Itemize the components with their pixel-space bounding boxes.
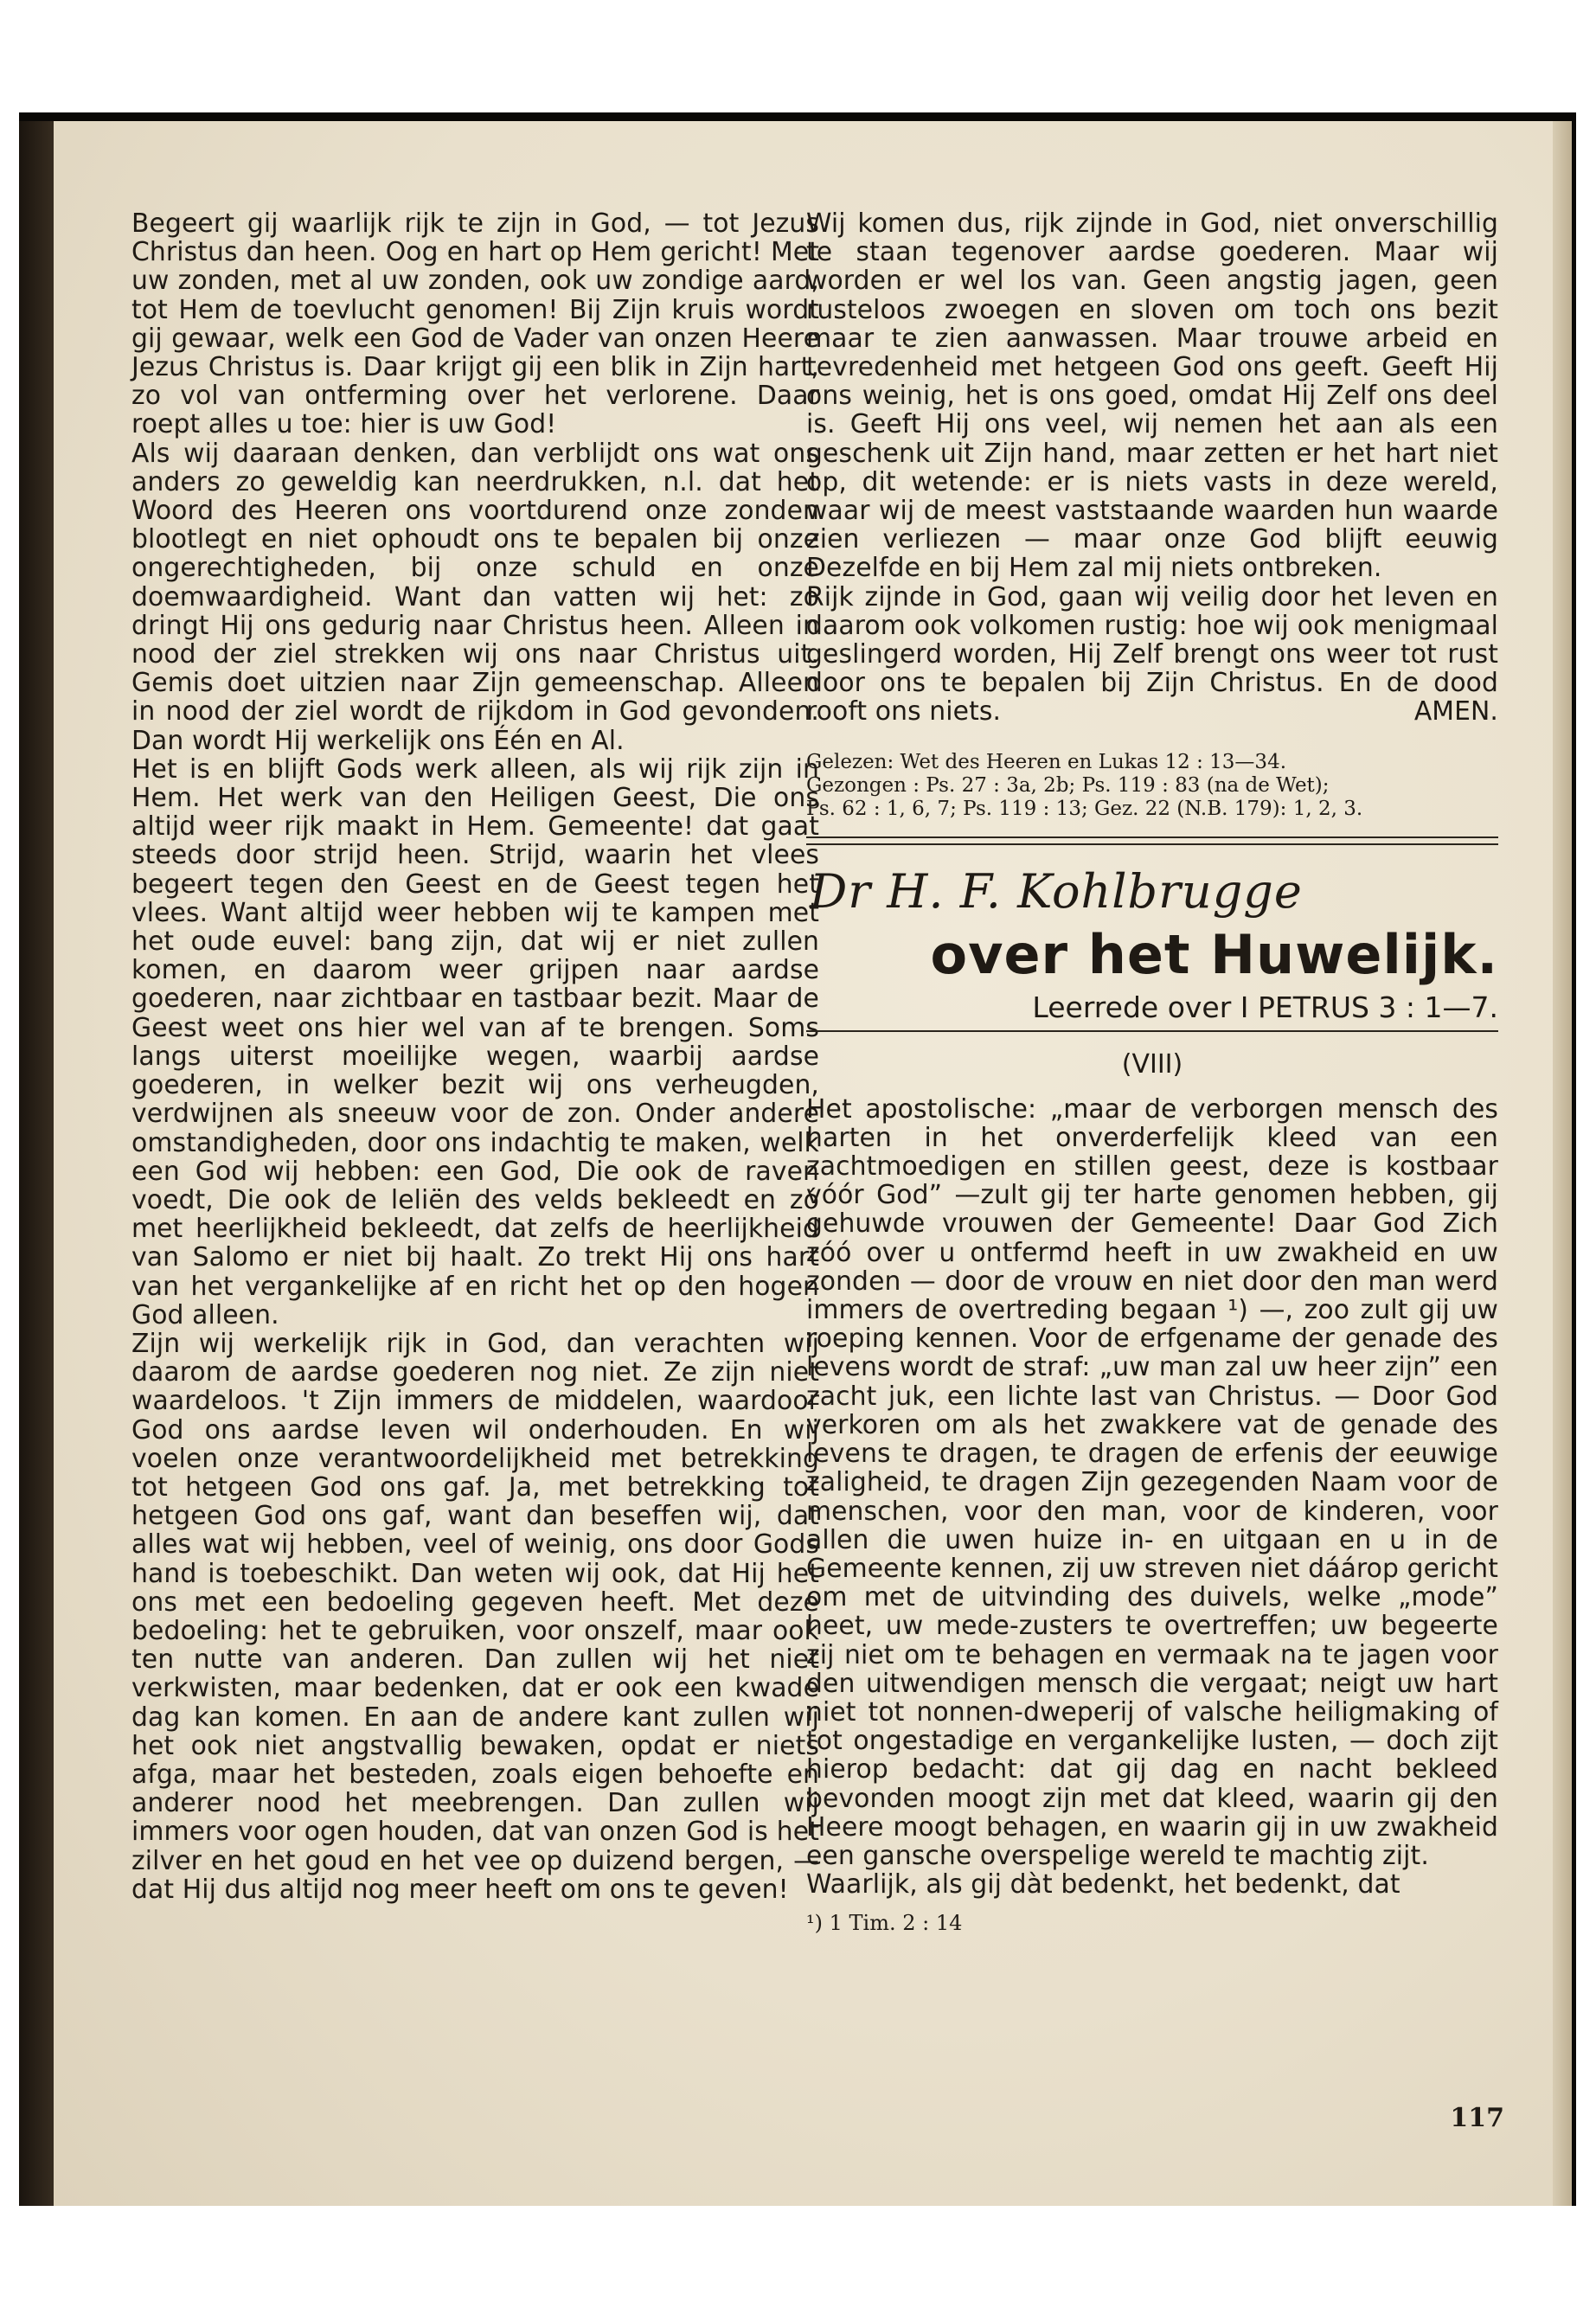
readings-block xyxy=(806,751,1498,821)
section-divider xyxy=(806,836,1498,845)
article-paragraph-2: Waarlijk, als gij dàt bedenkt, het bedenkt, dat xyxy=(806,1869,1401,1900)
right-column xyxy=(806,209,1498,1935)
page-edge xyxy=(1553,121,1572,2206)
left-paragraph-2: Als wij daaraan denken, dan verblijdt ons wat ons anders zo geweldig kan neerdrukken, n.l. dat het Woord des Heeren ons voortdurend onze zonden blootlegt en niet ophoudt ons te bepalen bij onze ongerechtigheden, bij onze schuld en onze doemwaardigheid. Want dan vatten wij het: zo dringt Hij ons gedurig naar Christus heen. Alleen in nood der ziel strekken wij ons naar Christus uit. Gemis doet uitzien naar Zijn gemeenschap. Alleen in nood der ziel wordt de rijkdom in God gevonden. Dan wordt Hij werkelijk ons Één en Al. xyxy=(131,438,819,756)
left-paragraph-4: Zijn wij werkelijk rijk in God, dan verachten wij daarom de aardse goederen nog niet. Ze zijn niet waardeloos. 't Zijn immers de middelen, waardoor God ons aardse leven wil onderhouden. En wij voelen onze verantwoordelijkheid met betrekking tot hetgeen God ons gaf. Ja, met betrekking tot hetgeen God ons gaf, want dan beseffen wij, dat alles wat wij hebben, veel of weinig, ons door Gods hand is toebeschikt. Dan weten wij ook, dat Hij het ons met een bedoeling gegeven heeft. Met deze bedoeling: het te gebruiken, voor onszelf, maar ook ten nutte van anderen. Dan zullen wij het niet verkwisten, maar bedenken, dat er ook een kwade dag kan komen. En aan de andere kant zullen wij het ook niet angstvallig bewaken, opdat er niets afga, maar het besteden, zoals eigen behoefte en anderer nood het meebrengen. Dan zullen wij immers voor ogen houden, dat van onzen God is het zilver en het goud en het vee op duizend bergen, — dat Hij dus altijd nog meer heeft om ons te geven! xyxy=(131,1328,819,1905)
right-paragraph-1: Wij komen dus, rijk zijnde in God, niet onverschillig te staan tegenover aardse goederen. Maar wij worden er wel los van. Geen angstig jagen, geen rusteloos zwoegen en sloven om toch ons bezit maar te zien aanwassen. Maar trouwe arbeid en tevredenheid met hetgeen God ons geeft. Geeft Hij ons weinig, het is ons goed, omdat Hij Zelf ons deel is. Geeft Hij ons veel, wij nemen het aan als een geschenk uit Zijn hand, maar zetten er het hart niet op, dit wetende: er is niets vasts in deze wereld, waar wij de meest vaststaande waarden hun waarde zien verliezen — maar onze God blijft eeuwig Dezelfde en bij Hem zal mij niets ontbreken. xyxy=(806,208,1498,584)
page xyxy=(54,121,1572,2206)
book-spine xyxy=(19,121,58,2206)
right-paragraph-2 xyxy=(806,583,1498,727)
amen-signoff: AMEN. xyxy=(1413,696,1498,727)
article-paragraph-1: Het apostolische: „maar de verborgen mensch des harten in het onverderfelijk kleed van een zachtmoedigen en stillen geest, deze is kostbaar vóór God” —zult gij ter harte genomen hebben, gij gehuwde vrouwen der Gemeente! Daar God Zich zóó over u ontfermd heeft in uw zwakheid en uw zonden — door de vrouw en niet door den man werd immers de overtreding begaan ¹) —, zoo zult gij uw roeping kennen. Voor de erfgename der genade des levens wordt de straf: „uw man zal uw heer zijn” een zacht juk, een lichte last van Christus. — Door God verkoren om als het zwakkere vat de genade des levens te dragen, te dragen de erfenis der eeuwige zaligheid, te dragen Zijn gezegenden Naam voor de menschen, voor den man, voor de kinderen, voor allen die uwen huize in- en uitgaan en u in de Gemeente kennen, zij uw streven niet dáárop gericht om met de uitvinding des duivels, welke „mode” heet, uw mede-zusters te overtreffen; uw begeerte zij niet om te behagen en vermaak na te jagen voor den uitwendigen mensch die vergaat; neigt uw hart niet tot nonnen-dweperij of valsche heiligmaking of tot ongestadige en vergankelijke lusten, — doch zijt hierop bedacht: dat gij dag en nacht bekleed bevonden moogt zijn met dat kleed, waarin gij den Heere moogt behagen, en waarin gij in uw zwakheid een gansche overspelige wereld te machtig zijt. xyxy=(806,1093,1498,1871)
left-paragraph-3: Het is en blijft Gods werk alleen, als wij rijk zijn in Hem. Het werk van den Heiligen Geest, Die ons altijd weer rijk maakt in Hem. Gemeente! dat gaat steeds door strijd heen. Strijd, waarin het vlees begeert tegen den Geest en de Geest tegen het vlees. Want altijd weer hebben wij te kampen met het oude euvel: bang zijn, dat wij er niet zullen komen, en daarom weer grijpen naar aardse goederen, naar zichtbaar en tastbaar bezit. Maar de Geest weet ons hier wel van af te brengen. Soms langs uiterst moeilijke wegen, waarbij aardse goederen, in welker bezit wij ons verheugden, verdwijnen als sneeuw voor de zon. Onder andere omstandigheden, door ons indachtig te maken, welk een God wij hebben: een God, Die ook de raven voedt, Die ook de leliën des velds bekleedt en zó met heerlijkheid bekleedt, dat zelfs de heerlijkheid van Salomo er niet bij haalt. Zo trekt Hij ons hart van het vergankelijke af en richt het op den hogen God alleen. xyxy=(131,753,819,1330)
readings-line-3: Ps. 62 : 1, 6, 7; Ps. 119 : 13; Gez. 22 (N.B. 179): 1, 2, 3. xyxy=(806,797,1363,820)
article-author: Dr H. F. Kohlbrugge xyxy=(810,863,1303,919)
readings-line-1: Gelezen: Wet des Heeren en Lukas 12 : 13—34. xyxy=(806,750,1287,773)
article-part-number: (VIII) xyxy=(1121,1048,1183,1080)
right-paragraph-2-text: Rijk zijnde in God, gaan wij veilig door het leven en daarom ook volkomen rustig: hoe wij ook menigmaal geslingerd worden, Hij Zelf brengt ons weer tot rust door ons te bepalen bij Zijn Christus. En de dood rooft ons niets. xyxy=(806,581,1498,727)
page-number: 117 xyxy=(1450,2103,1504,2133)
left-column xyxy=(131,209,819,1904)
article-title: over het Huwelijk. xyxy=(930,922,1498,986)
article-subtitle: Leerrede over I PETRUS 3 : 1—7. xyxy=(806,990,1498,1032)
footnote: ¹) 1 Tim. 2 : 14 xyxy=(806,1911,963,1936)
left-paragraph-1: Begeert gij waarlijk rijk te zijn in God, — tot Jezus Christus dan heen. Oog en hart op Hem gericht! Met uw zonden, met al uw zonden, ook uw zondige aard, tot Hem de toevlucht genomen! Bij Zijn kruis wordt gij gewaar, welk een God de Vader van onzen Heere Jezus Christus is. Daar krijgt gij een blik in Zijn hart, zo vol van ontferming over het verlorene. Daar roept alles u toe: hier is uw God! xyxy=(131,208,819,440)
readings-line-2: Gezongen : Ps. 27 : 3a, 2b; Ps. 119 : 83 (na de Wet); xyxy=(806,773,1330,797)
